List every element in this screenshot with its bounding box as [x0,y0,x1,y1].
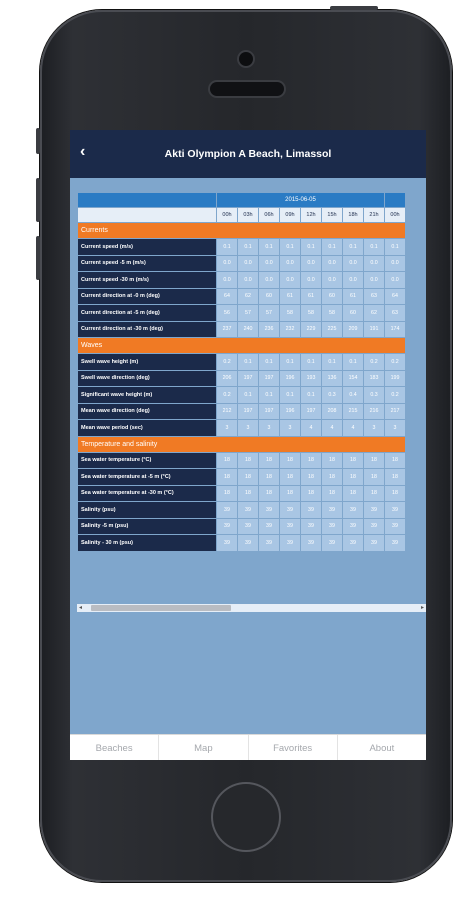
cell-value: 61 [301,289,321,305]
cell-value: 39 [343,502,363,518]
cell-value: 0.1 [343,354,363,370]
tab-favorites[interactable]: Favorites [249,735,338,760]
cell-value: 63 [364,289,384,305]
hour-header: 21h [364,208,384,222]
cell-value: 18 [259,469,279,485]
cell-value: 237 [217,322,237,338]
cell-value: 197 [259,404,279,420]
cell-value: 39 [280,502,300,518]
cell-value: 18 [364,453,384,469]
table-row [78,453,405,469]
cell-value: 0.4 [343,387,363,403]
cell-value: 0.0 [322,272,342,288]
section-row [78,338,405,353]
cell-value: 0.1 [238,354,258,370]
cell-value: 18 [217,486,237,502]
cell-value: 39 [385,519,405,535]
cell-value: 199 [385,371,405,387]
page-title: Akti Olympion A Beach, Limassol [164,148,332,160]
cell-value: 18 [259,486,279,502]
cell-value: 39 [238,535,258,551]
horizontal-scrollbar[interactable] [77,604,426,612]
scroll-left-arrow-icon[interactable]: ◂ [79,605,83,611]
cell-value: 216 [364,404,384,420]
scroll-right-arrow-icon[interactable]: ▸ [420,605,424,611]
cell-value: 0.0 [217,272,237,288]
table-row [78,387,405,403]
cell-value: 240 [238,322,258,338]
cell-value: 196 [280,404,300,420]
cell-value: 18 [280,469,300,485]
cell-value: 39 [259,535,279,551]
cell-value: 206 [217,371,237,387]
cell-value: 39 [280,519,300,535]
row-label: Sea water temperature at -5 m (°C) [78,469,216,485]
cell-value: 0.1 [301,387,321,403]
cell-value: 0.0 [238,272,258,288]
cell-value: 209 [343,322,363,338]
cell-value: 39 [280,535,300,551]
cell-value: 64 [217,289,237,305]
cell-value: 0.1 [385,239,405,255]
cell-value: 18 [322,453,342,469]
cell-value: 3 [238,420,258,436]
cell-value: 18 [385,453,405,469]
cell-value: 60 [343,305,363,321]
row-label: Current direction at -30 m (deg) [78,322,216,338]
cell-value: 0.1 [322,239,342,255]
cell-value: 0.2 [385,354,405,370]
front-camera [239,52,253,66]
cell-value: 57 [259,305,279,321]
app-screen [70,130,426,760]
cell-value: 57 [238,305,258,321]
cell-value: 0.0 [280,256,300,272]
cell-value: 3 [217,420,237,436]
cell-value: 39 [364,502,384,518]
cell-value: 18 [385,469,405,485]
cell-value: 0.0 [259,256,279,272]
cell-value: 4 [322,420,342,436]
cell-value: 197 [301,404,321,420]
row-label: Sea water temperature at -30 m (°C) [78,486,216,502]
cell-value: 18 [364,469,384,485]
cell-value: 0.0 [217,256,237,272]
cell-value: 62 [364,305,384,321]
cell-value: 3 [259,420,279,436]
cell-value: 4 [343,420,363,436]
table-row [78,502,405,518]
hour-header: 00h [385,208,405,222]
row-label: Sea water temperature (°C) [78,453,216,469]
cell-value: 0.1 [343,239,363,255]
cell-value: 39 [385,502,405,518]
cell-value: 18 [364,486,384,502]
cell-value: 215 [343,404,363,420]
cell-value: 0.1 [301,239,321,255]
cell-value: 18 [301,453,321,469]
section-row [78,223,405,238]
hour-header-row [78,208,405,222]
cell-value: 0.0 [259,272,279,288]
hour-header-spacer [78,208,216,222]
table-row [78,256,405,272]
date-header-spacer [78,193,216,207]
section-header: Temperature and salinity [78,437,405,452]
cell-value: 0.3 [322,387,342,403]
cell-value: 3 [280,420,300,436]
cell-value: 39 [301,502,321,518]
cell-value: 39 [343,535,363,551]
cell-value: 39 [322,519,342,535]
cell-value: 0.0 [238,256,258,272]
cell-value: 63 [385,305,405,321]
hour-header: 00h [217,208,237,222]
cell-value: 39 [343,519,363,535]
cell-value: 191 [364,322,384,338]
section-header: Currents [78,223,405,238]
cell-value: 212 [217,404,237,420]
row-label: Current speed (m/s) [78,239,216,255]
power-button [330,6,378,10]
section-header: Waves [78,338,405,353]
cell-value: 39 [301,519,321,535]
nav-bar [70,130,426,178]
cell-value: 0.2 [217,354,237,370]
cell-value: 183 [364,371,384,387]
row-label: Current speed -5 m (m/s) [78,256,216,272]
cell-value: 64 [385,289,405,305]
table-row [78,354,405,370]
volume-up-button [36,178,40,222]
cell-value: 39 [217,502,237,518]
cell-value: 61 [280,289,300,305]
cell-value: 18 [259,453,279,469]
cell-value: 39 [217,519,237,535]
table-row [78,305,405,321]
cell-value: 39 [217,535,237,551]
date-header-row [78,193,405,207]
cell-value: 154 [343,371,363,387]
row-label: Swell wave direction (deg) [78,371,216,387]
cell-value: 197 [238,371,258,387]
cell-value: 0.0 [343,256,363,272]
home-button[interactable] [211,782,281,852]
cell-value: 0.0 [322,256,342,272]
cell-value: 39 [238,502,258,518]
hour-header: 06h [259,208,279,222]
back-chevron-icon[interactable]: ‹ [80,143,86,160]
table-row [78,322,405,338]
table-row [78,289,405,305]
silent-switch [36,128,40,154]
cell-value: 0.2 [364,354,384,370]
cell-value: 58 [280,305,300,321]
cell-value: 236 [259,322,279,338]
section-row [78,437,405,452]
row-label: Salinity -5 m (psu) [78,519,216,535]
cell-value: 0.1 [238,239,258,255]
cell-value: 39 [385,535,405,551]
row-label: Current direction at -5 m (deg) [78,305,216,321]
tab-about[interactable]: About [369,742,395,754]
cell-value: 196 [280,371,300,387]
cell-value: 0.1 [280,387,300,403]
cell-value: 18 [217,469,237,485]
table-row [78,469,405,485]
cell-value: 58 [322,305,342,321]
cell-value: 0.0 [301,272,321,288]
cell-value: 174 [385,322,405,338]
tab-beaches[interactable]: Beaches [70,735,159,760]
date-header: 2015-06-05 [217,193,384,207]
cell-value: 18 [343,486,363,502]
next-date-header [385,193,405,207]
cell-value: 0.1 [259,354,279,370]
table-row [78,519,405,535]
row-label: Salinity - 30 m (psu) [78,535,216,551]
cell-value: 18 [301,469,321,485]
row-label: Mean wave direction (deg) [78,404,216,420]
cell-value: 0.1 [259,239,279,255]
table-row [78,239,405,255]
table-row [78,371,405,387]
cell-value: 232 [280,322,300,338]
cell-value: 0.1 [301,354,321,370]
cell-value: 60 [322,289,342,305]
tab-map[interactable]: Map [159,735,248,760]
row-label: Current direction at -0 m (deg) [78,289,216,305]
cell-value: 0.2 [217,387,237,403]
cell-value: 0.1 [259,387,279,403]
table-row [78,272,405,288]
cell-value: 0.1 [238,387,258,403]
table-row [78,535,405,551]
cell-value: 18 [322,469,342,485]
cell-value: 39 [322,535,342,551]
volume-down-button [36,236,40,280]
earpiece-speaker [210,82,284,96]
cell-value: 18 [217,453,237,469]
cell-value: 193 [301,371,321,387]
cell-value: 39 [259,519,279,535]
forecast-table-container[interactable] [77,192,426,610]
cell-value: 136 [322,371,342,387]
cell-value: 0.1 [364,239,384,255]
cell-value: 0.0 [343,272,363,288]
table-row [78,486,405,502]
forecast-table [77,192,406,552]
cell-value: 39 [364,519,384,535]
cell-value: 39 [259,502,279,518]
hour-header: 09h [280,208,300,222]
cell-value: 0.0 [385,272,405,288]
cell-value: 0.3 [364,387,384,403]
cell-value: 208 [322,404,342,420]
cell-value: 61 [343,289,363,305]
cell-value: 0.0 [364,272,384,288]
cell-value: 217 [385,404,405,420]
cell-value: 18 [238,469,258,485]
cell-value: 18 [238,453,258,469]
cell-value: 0.0 [280,272,300,288]
cell-value: 18 [238,486,258,502]
cell-value: 60 [259,289,279,305]
forecast-content[interactable] [70,178,426,734]
cell-value: 3 [385,420,405,436]
table-row [78,420,405,436]
tab-bar [70,734,426,760]
row-label: Salinity (psu) [78,502,216,518]
cell-value: 18 [280,486,300,502]
cell-value: 197 [259,371,279,387]
cell-value: 18 [280,453,300,469]
row-label: Swell wave height (m) [78,354,216,370]
cell-value: 197 [238,404,258,420]
cell-value: 18 [322,486,342,502]
hour-header: 12h [301,208,321,222]
cell-value: 0.1 [280,354,300,370]
cell-value: 39 [364,535,384,551]
cell-value: 0.0 [301,256,321,272]
cell-value: 4 [301,420,321,436]
cell-value: 39 [322,502,342,518]
hour-header: 03h [238,208,258,222]
cell-value: 18 [343,469,363,485]
table-row [78,404,405,420]
cell-value: 0.0 [364,256,384,272]
cell-value: 0.1 [280,239,300,255]
hour-header: 18h [343,208,363,222]
cell-value: 62 [238,289,258,305]
cell-value: 0.2 [385,387,405,403]
cell-value: 18 [301,486,321,502]
cell-value: 0.1 [322,354,342,370]
cell-value: 56 [217,305,237,321]
scrollbar-thumb[interactable] [91,605,231,611]
row-label: Mean wave period (sec) [78,420,216,436]
cell-value: 58 [301,305,321,321]
hour-header: 15h [322,208,342,222]
cell-value: 225 [322,322,342,338]
cell-value: 18 [385,486,405,502]
cell-value: 229 [301,322,321,338]
cell-value: 0.1 [217,239,237,255]
cell-value: 18 [343,453,363,469]
cell-value: 3 [364,420,384,436]
cell-value: 39 [301,535,321,551]
row-label: Significant wave height (m) [78,387,216,403]
cell-value: 0.0 [385,256,405,272]
cell-value: 39 [238,519,258,535]
row-label: Current speed -30 m (m/s) [78,272,216,288]
